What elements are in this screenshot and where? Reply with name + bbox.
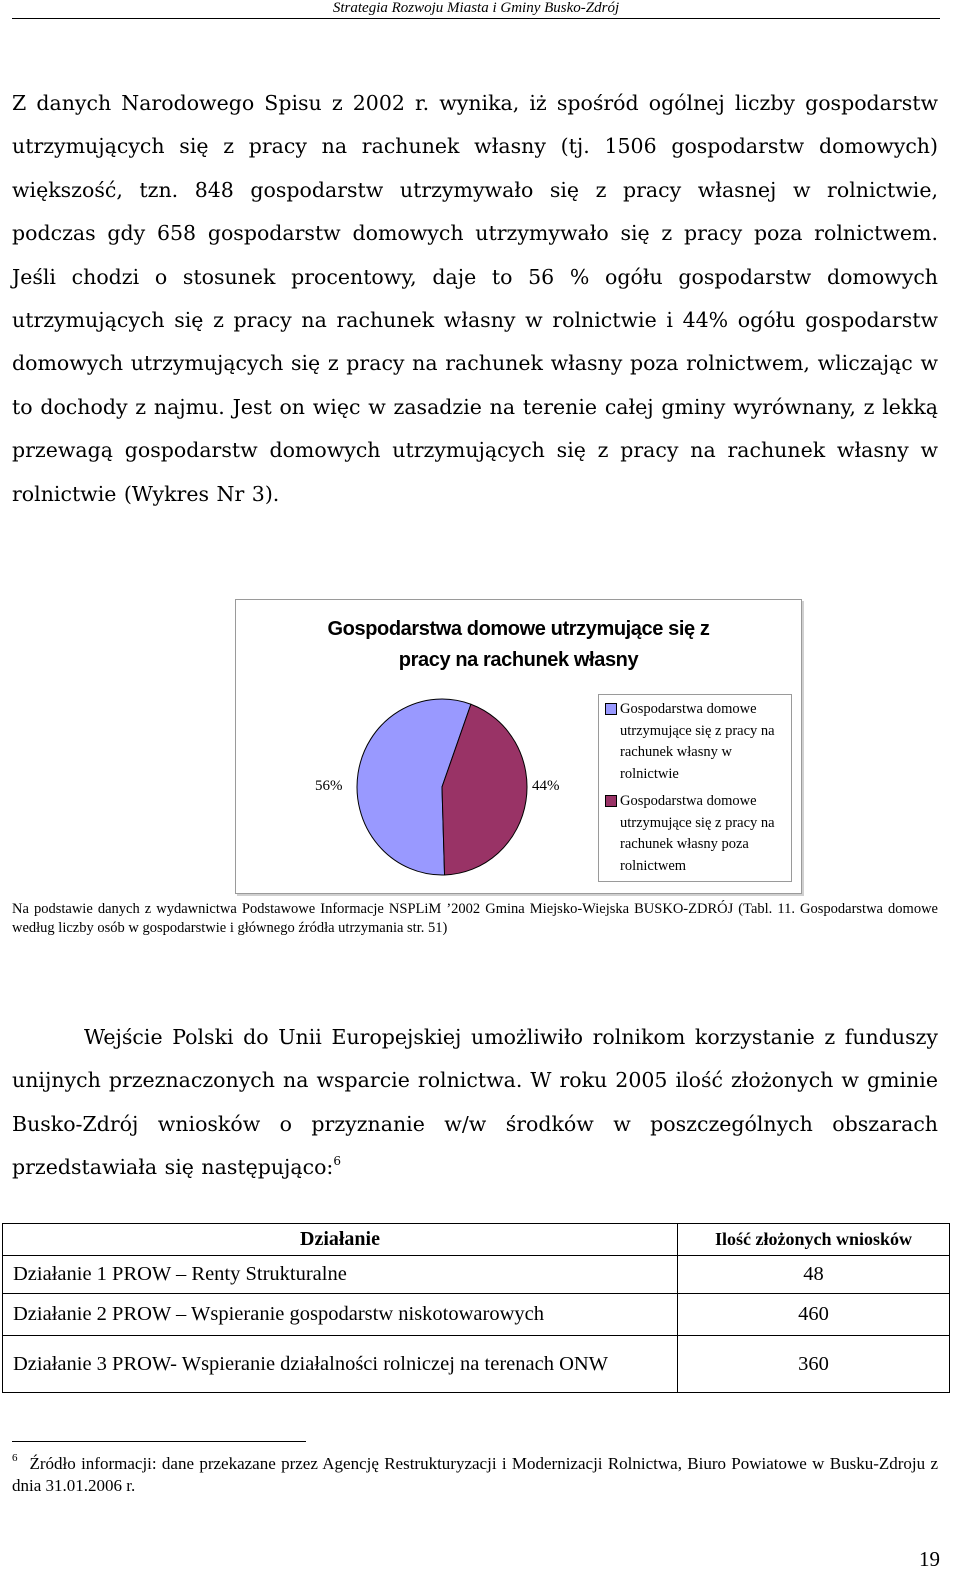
chart-title-line-1: Gospodarstwa domowe utrzymujące się z [327,618,710,640]
footnote-text: Źródło informacji: dane przekazane przez Agencję Restrukturyzacji i Modernizacji Rolnictwa, Biuro Powiatowe w Busku-Zdroju z dnia 31.01.2006 r. [12,1454,938,1495]
table-row [3,1294,950,1336]
table-row [3,1256,950,1294]
table-cell-count: 460 [678,1294,950,1336]
table-cell-action: Działanie 3 PROW- Wspieranie działalności rolniczej na terenach ONW [3,1336,678,1393]
legend-label-in-agriculture: Gospodarstwa domowe utrzymujące się z pracy na rachunek własny w rolnictwie [620,701,775,782]
table-cell-action: Działanie 2 PROW – Wspieranie gospodarstw niskotowarowych [3,1294,678,1336]
table-header-row [3,1224,950,1256]
chart-title-line-2: pracy na rachunek własny [398,649,639,671]
header-rule [12,18,940,19]
table-header-count: Ilość złożonych wniosków [678,1224,950,1256]
legend-swatch-in-agriculture [605,703,617,715]
page-number: 19 [919,1547,940,1571]
legend-label-outside-agriculture: Gospodarstwa domowe utrzymujące się z pracy na rachunek własny poza rolnictwem [620,793,775,874]
page-header: Strategia Rozwoju Miasta i Gminy Busko-Zdrój [332,0,620,16]
footnote-reference: 6 [333,1154,341,1169]
legend-swatch-outside-agriculture [605,795,617,807]
pie-data-label-44: 44% [532,778,560,794]
paragraph-eu-funds-text: Wejście Polski do Unii Europejskiej umożliwiło rolnikom korzystanie z funduszy unijnych przeznaczonych na wsparcie rolnictwa. W roku 2005 ilość złożonych w gminie Busko-Zdrój wniosków o przyznanie w/w środków w poszczególnych obszarach przedstawiała się następująco: [12,1025,938,1180]
pie-data-label-56: 56% [315,778,343,794]
table-row [3,1336,950,1393]
table-cell-count: 48 [678,1256,950,1294]
chart-legend [598,694,792,882]
table-header-action: Działanie [3,1224,678,1256]
footnote-rule [12,1441,306,1442]
table-cell-action: Działanie 1 PROW – Renty Strukturalne [3,1256,678,1294]
footnote [12,1453,938,1497]
footnote-number: 6 [12,1452,18,1464]
applications-table [2,1223,950,1393]
chart-source-note: Na podstawie danych z wydawnictwa Podstawowe Informacje NSPLiM ’2002 Gmina Miejsko-Wiejska BUSKO-ZDRÓJ (Tabl. 11. Gospodarstwa domowe według liczby osób w gospodarstwie i głównego źródła utrzymania str. 51) [12,901,938,936]
paragraph-household-statistics: Z danych Narodowego Spisu z 2002 r. wynika, iż spośród ogólnej liczby gospodarstw utrzymujących się z pracy na rachunek własny (tj. 1506 gospodarstw domowych) większość, tzn. 848 gospodarstw utrzymywało się z pracy własnej w rolnictwie, podczas gdy 658 gospodarstw domowych utrzymywało się z pracy poza rolnictwem. Jeśli chodzi o stosunek procentowy, daje to 56 % ogółu gospodarstw domowych utrzymujących się z pracy na rachunek własny w rolnictwie i 44% ogółu gospodarstw domowych utrzymujących się z pracy na rachunek własny poza rolnictwem, wliczając w to dochody z najmu. Jest on więc w zasadzie na terenie całej gminy wyrównany, z lekką przewagą gospodarstw domowych utrzymujących się z pracy na rachunek własny w rolnictwie (Wykres Nr 3). [12,91,938,506]
pie-chart [235,599,802,894]
paragraph-eu-funds [12,1016,938,1190]
table-cell-count: 360 [678,1336,950,1393]
